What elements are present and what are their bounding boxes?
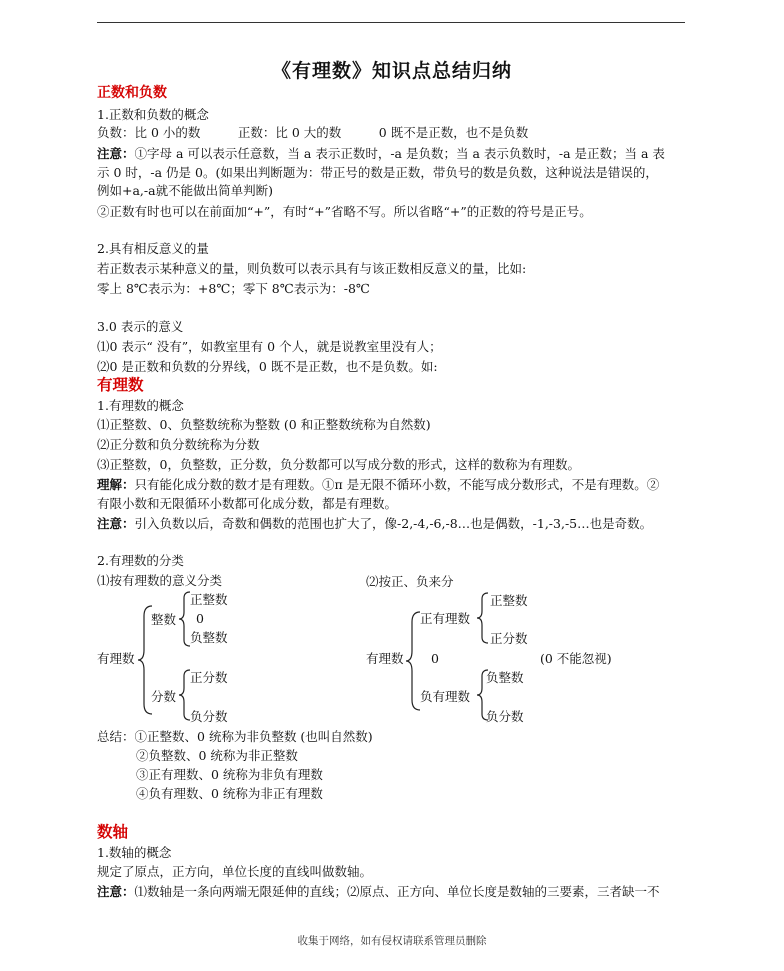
text-line: ⑴0 表示“ 没有”，如教室里有 0 个人，就是说教室里没有人；	[97, 339, 442, 354]
note-text: ⑴数轴是一条向两端无限延伸的直线；⑵原点、正方向、单位长度是数轴的三要素，三者缺一不	[134, 884, 660, 899]
c1-pos-frac: 正分数	[190, 670, 228, 685]
subheading: 2.有理数的分类	[97, 553, 184, 568]
classification-title-2: ⑵按正、负来分	[366, 574, 454, 589]
c2-neg-rat: 负有理数	[420, 689, 471, 704]
summary-item-3: ③正有理数、0 统称为非负有理数	[136, 767, 323, 782]
summary-item-4: ④负有理数、0 统称为非正有理数	[136, 786, 323, 801]
note-label: 注意：	[97, 146, 135, 161]
c1-neg-frac: 负分数	[190, 709, 228, 724]
text-line: 规定了原点，正方向，单位长度的直线叫做数轴。	[97, 864, 373, 879]
subheading: 1.有理数的概念	[97, 398, 184, 413]
subheading: 1.数轴的概念	[97, 845, 172, 860]
c2-pos-brace	[476, 591, 490, 645]
text-line: 示 0 时，-a 仍是 0。(如果出判断题为：带正号的数是正数，带负号的数是负数，这种说法是错误的，	[97, 165, 658, 180]
page-title: 《有理数》知识点总结归纳	[271, 60, 512, 82]
c1-zero: 0	[196, 611, 204, 626]
text-line: 有限小数和无限循环小数都可化成分数，都是有理数。	[97, 496, 398, 511]
section-heading-positive-negative: 正数和负数	[97, 85, 167, 101]
top-rule	[97, 22, 685, 23]
note-text: ①字母 a 可以表示任意数，当 a 表示正数时，-a 是负数；当 a 表示负数时，-a 是正数；当 a 表	[134, 146, 665, 161]
note-text: 引入负数以后，奇数和偶数的范围也扩大了，像-2,-4,-6,-8…也是偶数，-1,-3,-5…也是奇数。	[134, 516, 653, 531]
text-line: 负数：比 0 小的数 正数：比 0 大的数 0 既不是正数，也不是负数	[97, 125, 529, 140]
c1-frac-label: 分数	[151, 689, 177, 704]
text-line: 零上 8℃表示为：+8℃；零下 8℃表示为：-8℃	[97, 281, 370, 296]
c2-pos-rat: 正有理数	[420, 611, 471, 626]
footer-disclaimer: 收集于网络，如有侵权请联系管理员删除	[297, 935, 487, 947]
understand-label: 理解：	[97, 477, 135, 492]
c1-int-label: 整数	[151, 612, 177, 627]
c2-zero: 0	[431, 651, 439, 666]
c2-pos-int: 正整数	[490, 593, 528, 608]
c2-zero-note: (0 不能忽视)	[540, 651, 612, 666]
c1-pos-int: 正整数	[190, 592, 228, 607]
text-line: ⑶正整数，0，负整数，正分数，负分数都可以写成分数的形式，这样的数称为有理数。	[97, 457, 580, 472]
subheading: 1.正数和负数的概念	[97, 107, 209, 122]
summary-label: 总结：	[97, 729, 135, 744]
c2-neg-int: 负整数	[486, 670, 524, 685]
classification-title-1: ⑴按有理数的意义分类	[97, 573, 223, 588]
text-line: ⑵正分数和负分数统称为分数	[97, 437, 260, 452]
c1-neg-int: 负整数	[190, 630, 228, 645]
text-line: ⑵0 是正数和负数的分界线，0 既不是正数，也不是负数。如:	[97, 359, 438, 374]
subheading: 2.具有相反意义的量	[97, 241, 209, 256]
note-label: 注意：	[97, 516, 135, 531]
understand-line	[97, 476, 659, 494]
summary-item-2: ②负整数、0 统称为非正整数	[136, 748, 298, 763]
note-label: 注意：	[97, 884, 135, 899]
c1-root-label: 有理数	[97, 651, 135, 666]
note-line	[97, 145, 665, 163]
summary-item-1: ①正整数、0 统称为非负整数 (也叫自然数)	[134, 729, 373, 744]
note-line	[97, 883, 660, 901]
summary-line	[97, 728, 373, 746]
c2-pos-frac: 正分数	[490, 631, 528, 646]
subheading: 3.0 表示的意义	[97, 319, 184, 334]
text-line: ⑴正整数、0、负整数统称为整数 (0 和正整数统称为自然数)	[97, 417, 431, 432]
c2-neg-frac: 负分数	[486, 709, 524, 724]
text-line: 若正数表示某种意义的量，则负数可以表示具有与该正数相反意义的量，比如:	[97, 261, 527, 276]
c2-root-label: 有理数	[366, 651, 404, 666]
understand-text: 只有能化成分数的数才是有理数。①π 是无限不循环小数，不能写成分数形式，不是有理数。②	[134, 477, 660, 492]
section-heading-number-line: 数轴	[97, 822, 129, 841]
section-heading-rational: 有理数	[97, 375, 144, 394]
text-line: 例如+a,-a就不能做出简单判断)	[97, 183, 273, 198]
note-line	[97, 515, 652, 533]
text-line: ②正数有时也可以在前面加“+”，有时“+”省略不写。所以省略“+”的正数的符号是正号。	[97, 204, 592, 219]
